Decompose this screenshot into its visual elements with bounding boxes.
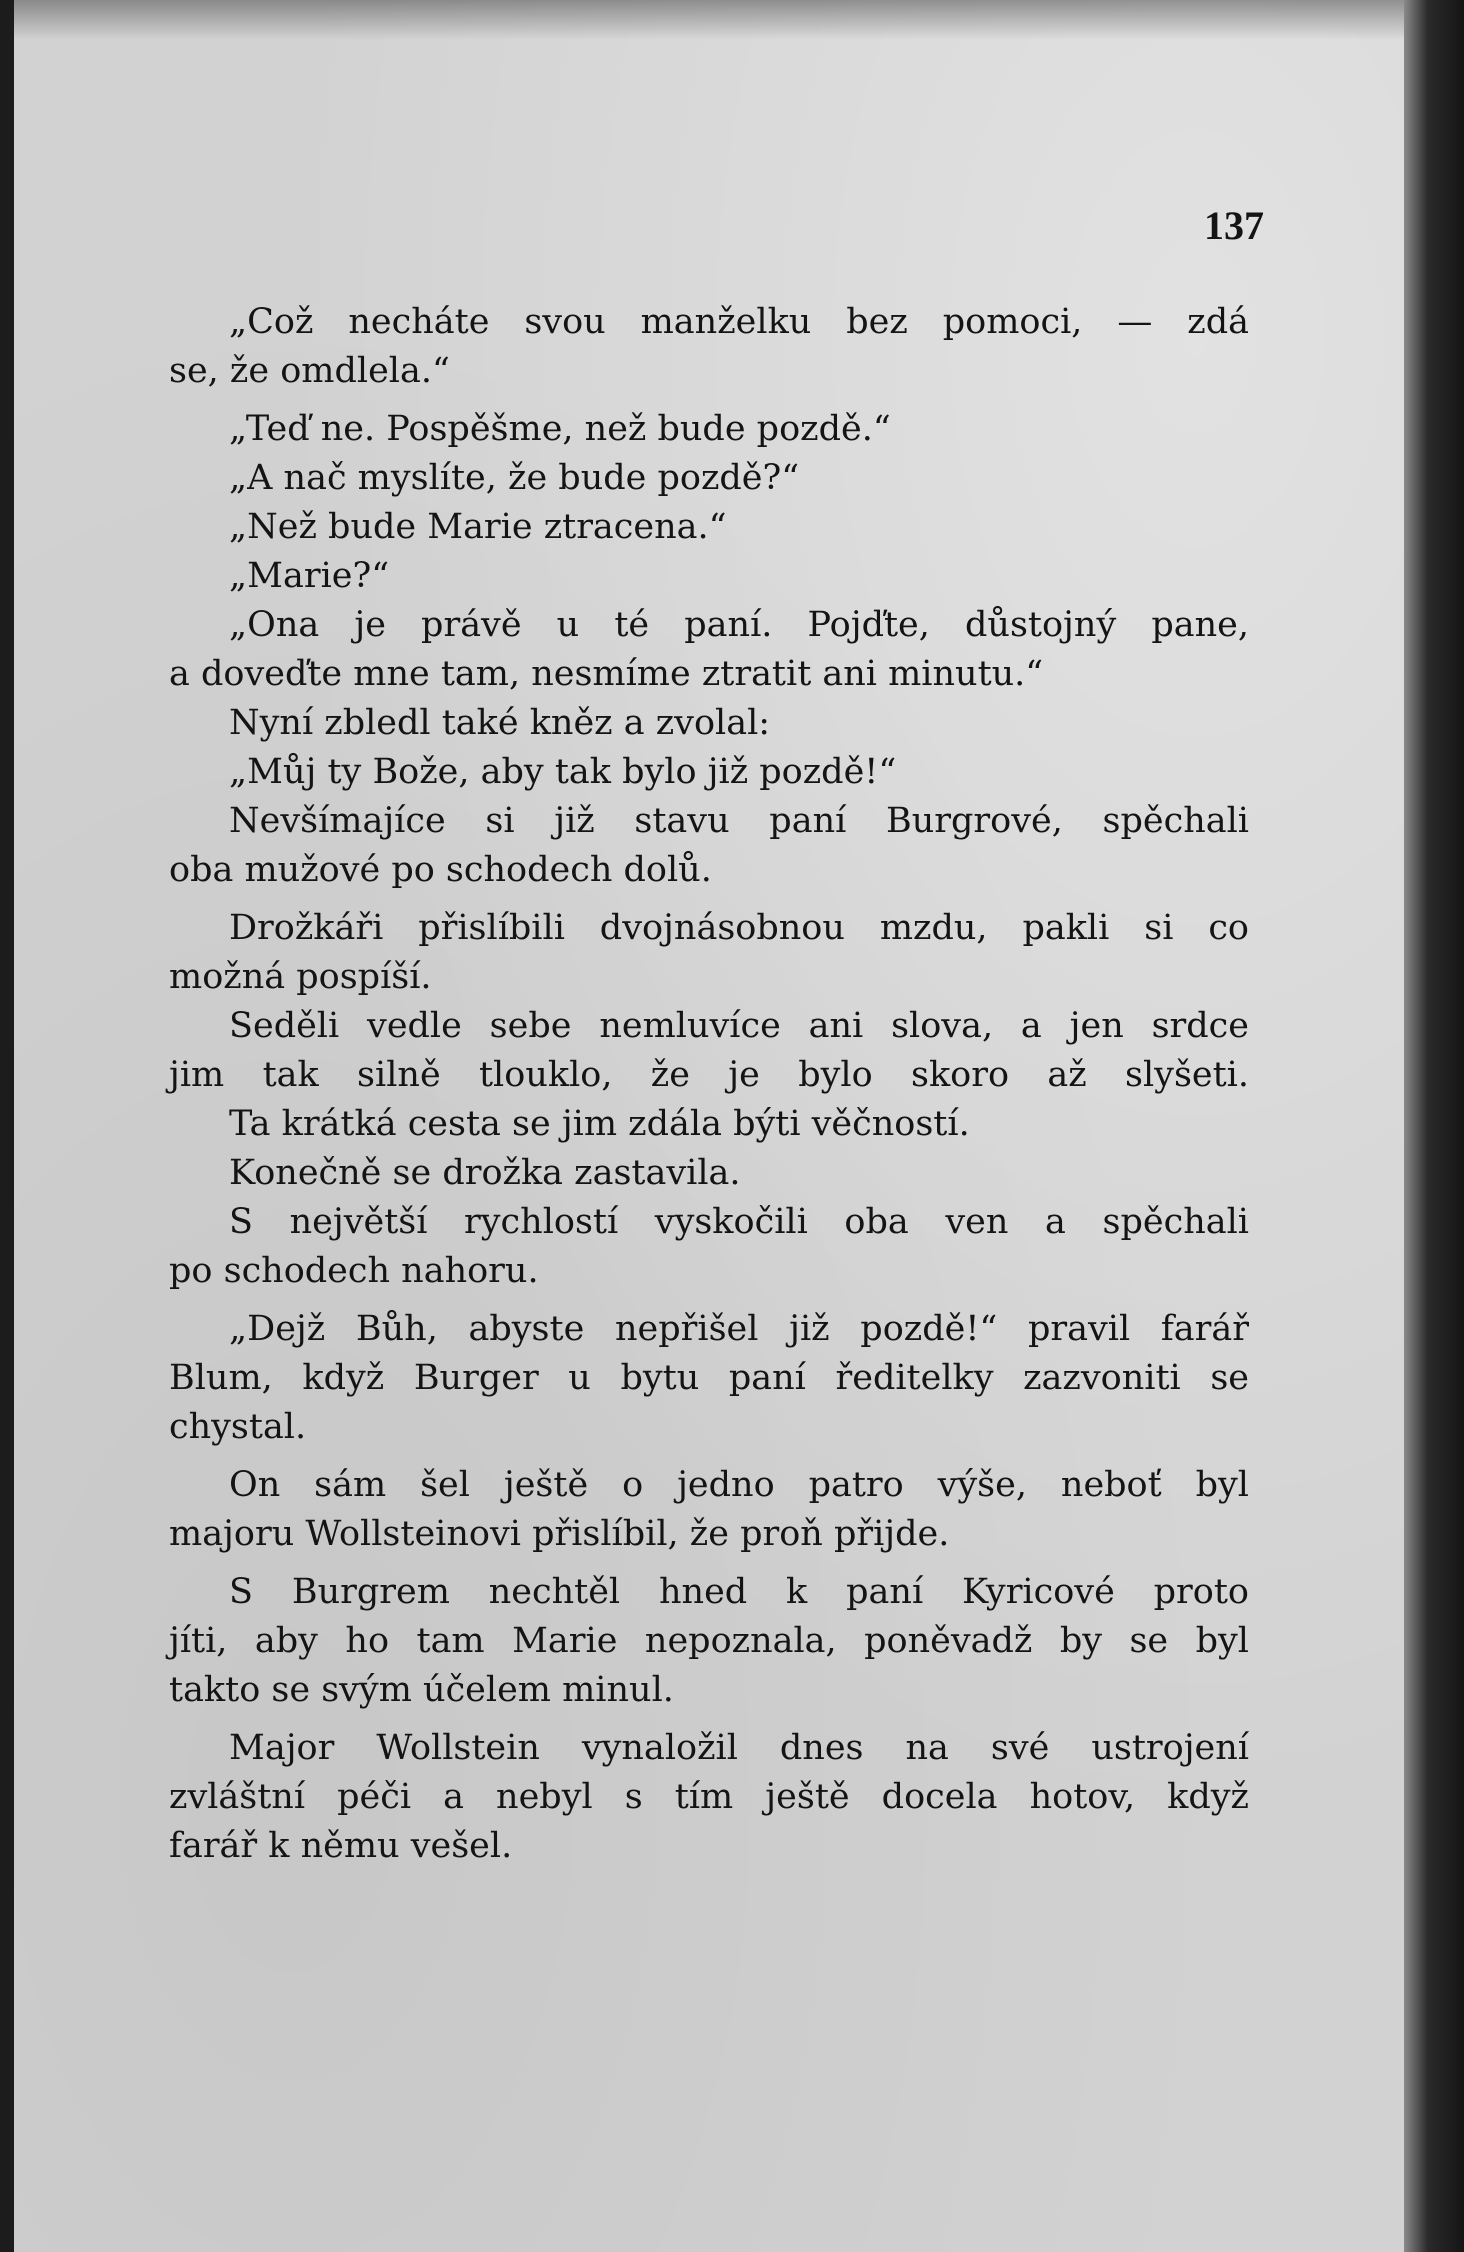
text-line: „Než bude Marie ztracena.“	[229, 507, 727, 547]
scan-top-shadow	[14, 0, 1404, 40]
text-line: S největší rychlostí vyskočili oba ven a spěchali	[229, 1202, 1249, 1242]
text-line: Nevšímajíce si již stavu paní Burgrové, spěchali	[229, 801, 1249, 841]
text-line: majoru Wollsteinovi přislíbil, že proň přijde.	[169, 1514, 950, 1554]
text-line: „Teď ne. Pospěšme, než bude pozdě.“	[229, 409, 891, 449]
text-line: jíti, aby ho tam Marie nepoznala, poněvadž by se byl	[169, 1621, 1249, 1661]
text-line: takto se svým účelem minul.	[169, 1670, 674, 1710]
text-line: „Ona je právě u té paní. Pojďte, důstojný pane,	[229, 605, 1249, 645]
text-line: „Můj ty Bože, aby tak bylo již pozdě!“	[229, 752, 897, 792]
text-line: Drožkáři přislíbili dvojnásobnou mzdu, pakli si co	[229, 908, 1249, 948]
text-line: Seděli vedle sebe nemluvíce ani slova, a jen srdce	[229, 1006, 1249, 1046]
text-line: „Dejž Bůh, abyste nepřišel již pozdě!“ pravil farář	[229, 1309, 1249, 1349]
text-line: a doveďte mne tam, nesmíme ztratit ani minutu.“	[169, 654, 1044, 694]
text-line: Nyní zbledl také kněz a zvolal:	[229, 703, 771, 743]
text-line: oba mužové po schodech dolů.	[169, 850, 712, 890]
text-line: Ta krátká cesta se jim zdála býti věčností.	[229, 1104, 970, 1144]
text-line: Blum, když Burger u bytu paní ředitelky zazvoniti se	[169, 1358, 1249, 1398]
text-line: jim tak silně tlouklo, že je bylo skoro až slyšeti.	[169, 1055, 1249, 1095]
page-left-edge	[0, 0, 14, 2252]
text-line: farář k němu vešel.	[169, 1826, 513, 1866]
text-line: Major Wollstein vynaložil dnes na své ustrojení	[229, 1728, 1249, 1768]
text-line: chystal.	[169, 1407, 307, 1447]
text-line: „Marie?“	[229, 556, 390, 596]
text-line: „Což necháte svou manželku bez pomoci, — zdá	[229, 302, 1249, 342]
text-line: „A nač myslíte, že bude pozdě?“	[229, 458, 800, 498]
text-line: zvláštní péči a nebyl s tím ještě docela hotov, když	[169, 1777, 1249, 1817]
text-line: Konečně se drožka zastavila.	[229, 1153, 741, 1193]
text-line: S Burgrem nechtěl hned k paní Kyricové proto	[229, 1572, 1249, 1612]
text-line: se, že omdlela.“	[169, 351, 450, 391]
text-line: po schodech nahoru.	[169, 1251, 539, 1291]
book-page	[14, 0, 1404, 2252]
text-line: On sám šel ještě o jedno patro výše, neboť byl	[229, 1465, 1249, 1505]
page-right-edge	[1404, 0, 1464, 2252]
page-number: 137	[1204, 203, 1264, 248]
body-text	[169, 298, 1249, 1871]
text-line: možná pospíší.	[169, 957, 432, 997]
